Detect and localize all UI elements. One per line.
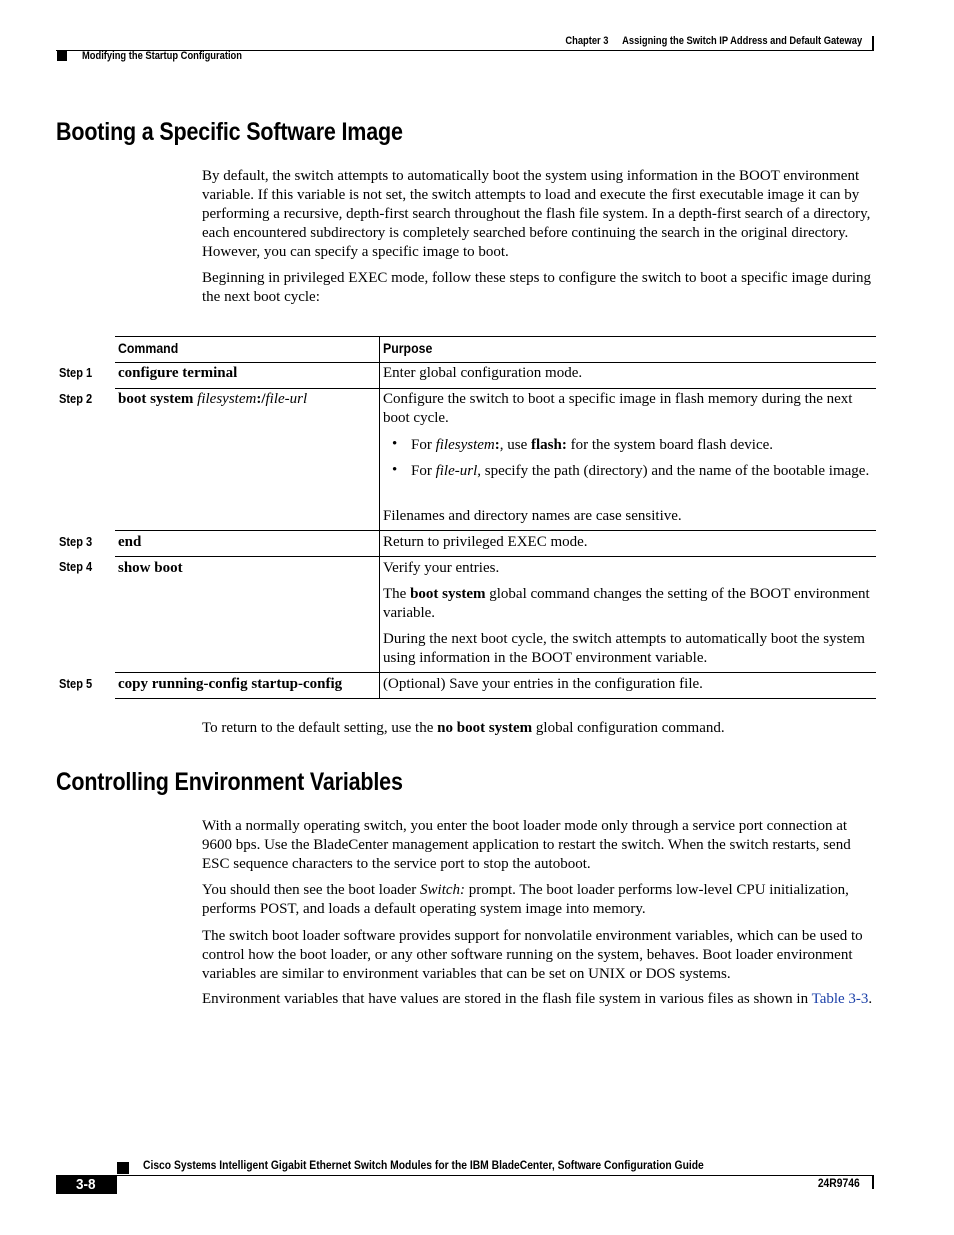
step-label: Step 4 <box>59 559 93 574</box>
chapter-title: Assigning the Switch IP Address and Default Gateway <box>621 35 862 47</box>
step-label: Step 3 <box>59 534 93 549</box>
table-3-3-link[interactable]: Table 3-3 <box>811 991 869 1007</box>
book-title: Cisco Systems Intelligent Gigabit Ethernet Switch Modules for the IBM BladeCenter, Software Configuration Guide <box>143 1158 704 1172</box>
section-header: Modifying the Startup Configuration <box>82 50 242 62</box>
table-bottom-rule <box>115 698 876 699</box>
command-cell <box>118 390 307 409</box>
step-label: Step 1 <box>59 365 93 380</box>
page-number: 3-8 <box>76 1176 96 1193</box>
command-cell <box>118 533 141 552</box>
command-separator: :/ <box>256 391 266 407</box>
purpose-detail: The boot system global command changes the setting of the BOOT environment variable. <box>383 586 870 621</box>
command-text: boot system <box>118 391 194 407</box>
table-rule <box>115 362 876 363</box>
purpose-detail: During the next boot cycle, the switch attempts to automatically boot the system using information in the BOOT environment variable. <box>383 631 865 666</box>
env-paragraph-1: With a normally operating switch, you enter the boot loader mode only through a service port connection at 9600 bps. Use the BladeCenter management application to restart the switch. When the switch restarts, send ESC sequence characters to the service port to stop the autoboot. <box>202 818 851 872</box>
command-cell <box>118 364 237 383</box>
command-text: end <box>118 534 142 550</box>
purpose-cell: Enter global configuration mode. <box>383 365 583 381</box>
table-column-divider <box>379 336 380 699</box>
step-label: Step 5 <box>59 676 93 691</box>
purpose-cell: Verify your entries. <box>383 560 500 576</box>
bullet-item: For filesystem:, use flash: for the system board flash device. <box>411 437 774 453</box>
section-title-booting: Booting a Specific Software Image <box>56 118 403 146</box>
running-header <box>565 35 862 47</box>
page-number-box <box>56 1175 117 1194</box>
command-argument: file-url <box>265 391 308 407</box>
purpose-cell: Return to privileged EXEC mode. <box>383 534 588 550</box>
table-rule <box>115 388 876 389</box>
column-header-command: Command <box>118 340 179 356</box>
command-cell <box>118 675 342 694</box>
command-argument: filesystem <box>197 391 257 407</box>
intro-paragraph: By default, the switch attempts to automatically boot the system using information in the BOOT environment variable. If this variable is not set, the switch attempts to load and execute the first executable image it can by performing a recursive, depth-first search throughout the flash file system. In a depth-first search of a directory, each encountered subdirectory is completely searched before continuing the search in the original directory. However, you can specify a specific image to boot. <box>202 168 871 260</box>
header-bar <box>872 36 874 51</box>
chapter-label: Chapter 3 <box>565 35 609 47</box>
step-label: Step 2 <box>59 391 93 406</box>
footer-bar <box>872 1175 874 1189</box>
steps-intro-paragraph: Beginning in privileged EXEC mode, follow these steps to configure the switch to boot a specific image during the next boot cycle: <box>202 270 872 305</box>
command-text: copy running-config startup-config <box>118 676 343 692</box>
table-rule <box>115 556 876 557</box>
footer-marker <box>117 1162 129 1174</box>
bullet-icon: • <box>392 462 398 478</box>
header-marker <box>57 51 67 61</box>
doc-number: 24R9746 <box>818 1176 860 1190</box>
default-setting-paragraph: To return to the default setting, use the no boot system global configuration command. <box>202 720 725 736</box>
section-title-environment: Controlling Environment Variables <box>56 768 403 796</box>
env-paragraph-3: The switch boot loader software provides support for nonvolatile environment variables, which can be used to control how the boot loader, or any other software running on the system, behaves. Boot loader environment variables are similar to environment variables that can be set on UNIX or DOS systems. <box>202 928 863 982</box>
purpose-cell: (Optional) Save your entries in the configuration file. <box>383 676 703 692</box>
table-top-rule <box>115 336 876 337</box>
env-paragraph-2: You should then see the boot loader Switch: prompt. The boot loader performs low-level CPU initialization, performs POST, and loads a default operating system image into memory. <box>202 882 849 917</box>
command-cell <box>118 559 183 578</box>
footer-rule <box>56 1175 874 1176</box>
purpose-note: Filenames and directory names are case sensitive. <box>383 508 682 524</box>
bullet-icon: • <box>392 436 398 452</box>
table-rule <box>115 530 876 531</box>
env-paragraph-4: Environment variables that have values are stored in the flash file system in various files as shown in Table 3-3. <box>202 991 873 1007</box>
purpose-cell: Configure the switch to boot a specific image in flash memory during the next boot cycle. <box>383 391 853 426</box>
command-text: show boot <box>118 560 183 576</box>
column-header-purpose: Purpose <box>383 340 433 356</box>
table-rule <box>115 672 876 673</box>
bullet-item: For file-url, specify the path (directory) and the name of the bootable image. <box>411 463 870 479</box>
command-text: configure terminal <box>118 365 238 381</box>
